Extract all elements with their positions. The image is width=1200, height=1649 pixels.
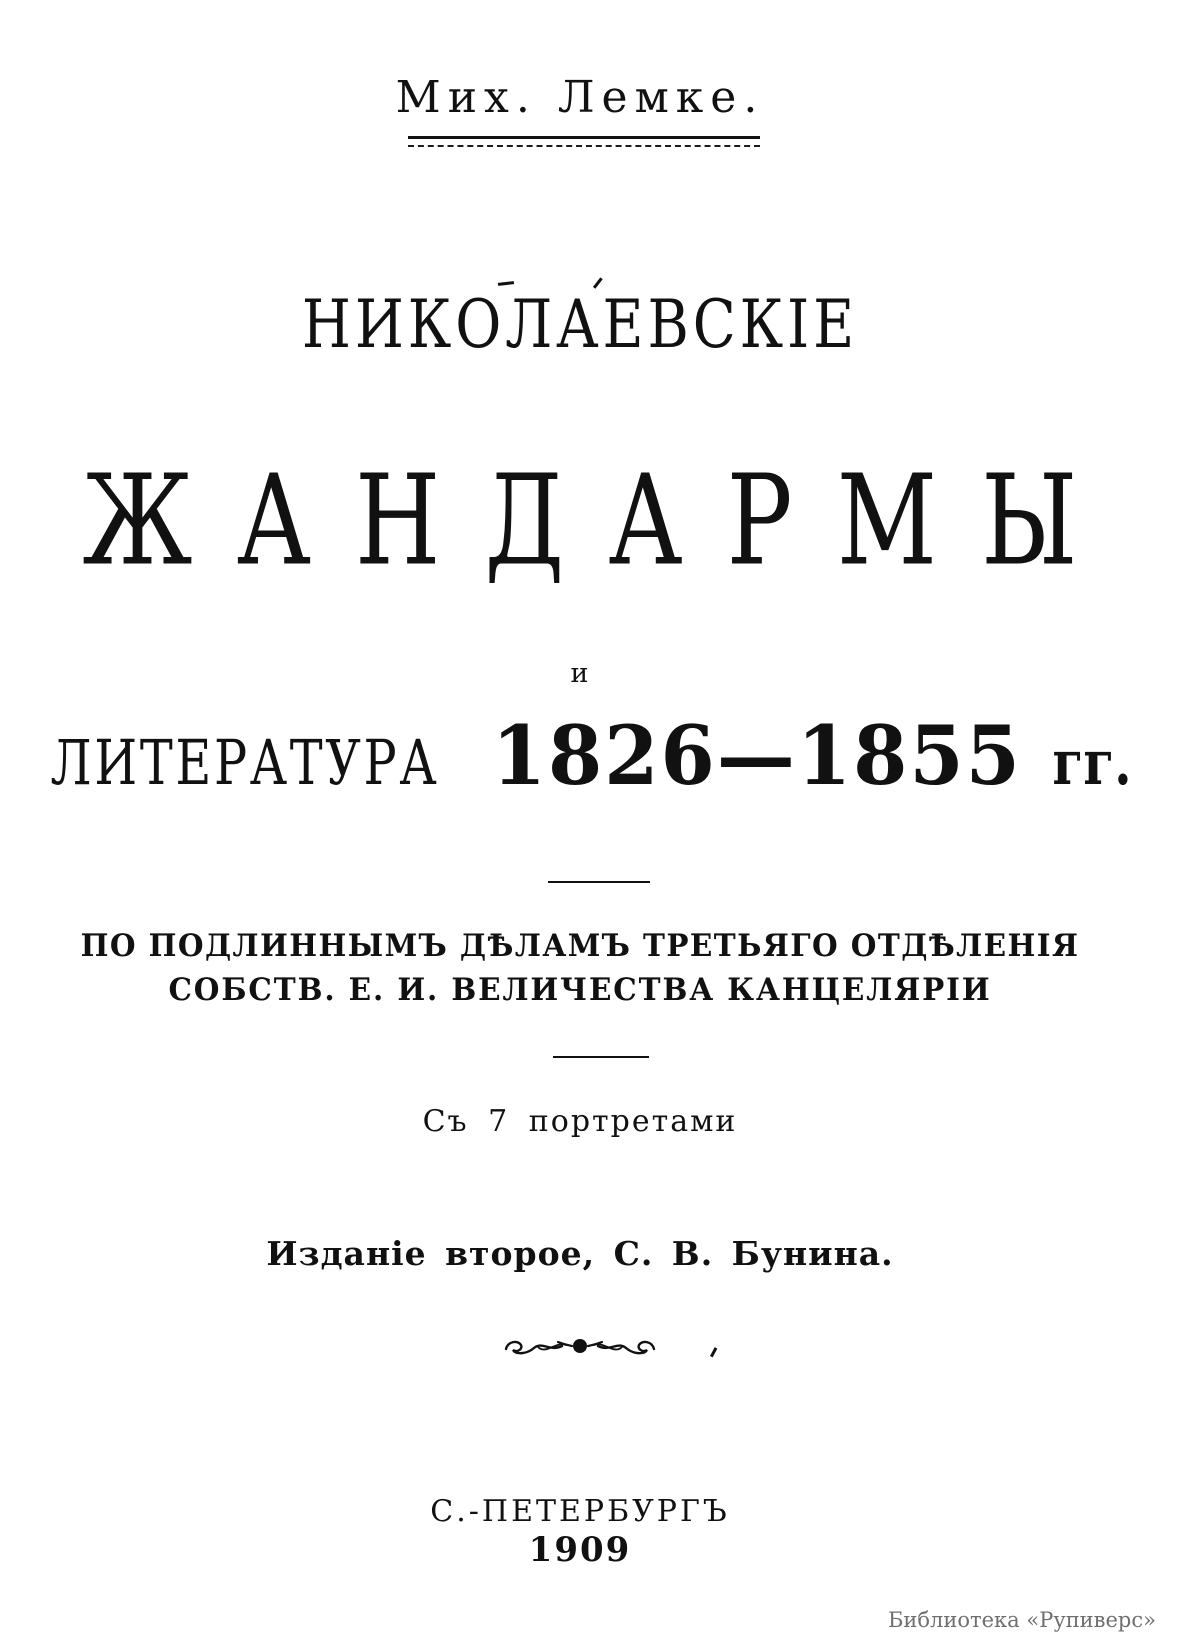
edition-line: Изданіе второе, С. В. Бунина. xyxy=(266,1234,894,1273)
subtitle-years-suffix: гг. xyxy=(1052,726,1132,800)
subtitle-years: 1826—1855 xyxy=(491,708,1022,804)
series-title: НИКОЛАЕВСКІЕ xyxy=(301,285,859,363)
author-underline-rule xyxy=(408,136,760,147)
main-title: ЖАНДАРМЫ xyxy=(82,448,1122,595)
imprint-year: 1909 xyxy=(528,1530,632,1570)
portraits-note: Съ 7 портретами xyxy=(422,1104,738,1139)
author-name: Мих. Лемке. xyxy=(395,72,765,123)
library-watermark: Библиотека «Рупиверс» xyxy=(887,1608,1156,1632)
source-description-line1: ПО ПОДЛИННЫМЪ ДѢЛАМЪ ТРЕТЬЯГО ОТДѢЛЕНІЯ xyxy=(80,928,1080,964)
subtitle-line xyxy=(0,708,1160,804)
divider-rule xyxy=(548,881,650,883)
imprint-city: С.-ПЕТЕРБУРГЪ xyxy=(430,1494,730,1529)
conjunction-text: и xyxy=(570,658,590,689)
source-description-line2: СОБСТВ. Е. И. ВЕЛИЧЕСТВА КАНЦЕЛЯРІИ xyxy=(168,972,992,1008)
divider-rule xyxy=(553,1056,649,1058)
subtitle-word: ЛИТЕРАТУРА xyxy=(50,727,440,800)
flourish-divider-icon xyxy=(0,1330,1160,1362)
